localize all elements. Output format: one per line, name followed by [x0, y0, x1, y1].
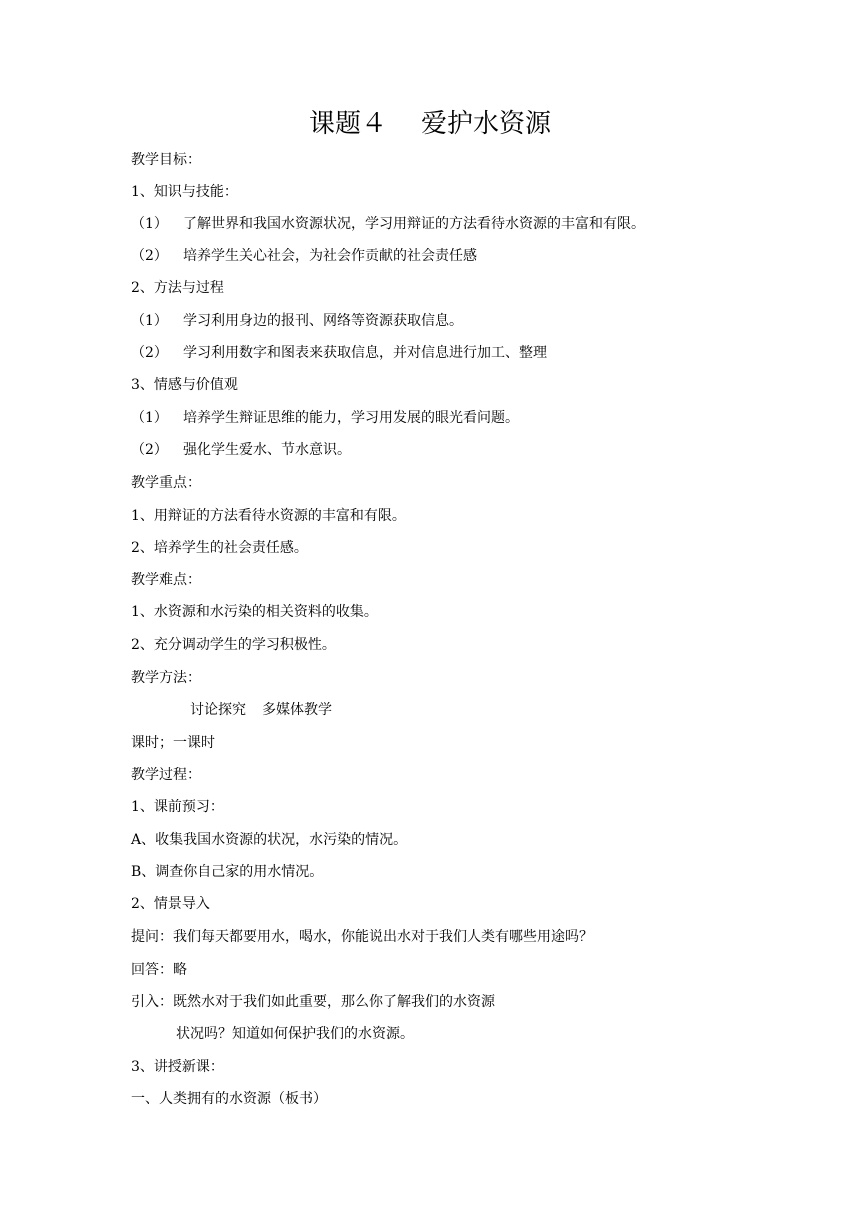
item-text: 培养学生关心社会，为社会作贡献的社会责任感: [183, 248, 477, 264]
list-item: 1、水资源和水污染的相关资料的收集。: [131, 604, 378, 620]
objective-process-heading: 2、方法与过程: [131, 280, 224, 296]
heading-methods: 教学方法：: [131, 670, 201, 686]
section-heading: 一、人类拥有的水资源（板书）: [131, 1091, 327, 1107]
scenario-heading: 2、情景导入: [131, 896, 210, 912]
heading-difficulties: 教学难点：: [131, 572, 201, 588]
method-discussion: 讨论探究: [190, 702, 246, 718]
item-number: （1）: [131, 313, 168, 329]
heading-key-points: 教学重点：: [131, 475, 201, 491]
methods-line: [190, 700, 332, 720]
list-item: [131, 343, 547, 363]
intro-line: 引入：既然水对于我们如此重要，那么你了解我们的水资源: [131, 994, 495, 1010]
method-multimedia: 多媒体教学: [262, 702, 332, 718]
answer-line: 回答：略: [131, 962, 187, 978]
item-text: 培养学生辩证思维的能力，学习用发展的眼光看问题。: [183, 410, 519, 426]
item-text: 强化学生爱水、节水意识。: [183, 442, 351, 458]
item-number: （2）: [131, 345, 168, 361]
item-number: （2）: [131, 442, 168, 458]
objective-knowledge-heading: 1、知识与技能：: [131, 184, 238, 200]
title-lesson-name: 爱护水资源: [421, 109, 552, 139]
list-item: [131, 440, 351, 460]
item-number: （1）: [131, 216, 168, 232]
question-line: 提问：我们每天都要用水，喝水，你能说出水对于我们人类有哪些用途吗？: [131, 929, 593, 945]
list-item: B、调查你自己家的用水情况。: [131, 864, 324, 880]
list-item: [131, 311, 463, 331]
list-item: [131, 246, 477, 266]
class-hours: 课时；一课时: [131, 735, 215, 751]
heading-process: 教学过程：: [131, 767, 201, 783]
item-text: 了解世界和我国水资源状况，学习用辩证的方法看待水资源的丰富和有限。: [183, 216, 645, 232]
preview-heading: 1、课前预习：: [131, 799, 224, 815]
item-number: （2）: [131, 248, 168, 264]
list-item: [131, 214, 645, 234]
item-number: （1）: [131, 410, 168, 426]
intro-line-continued: 状况吗？知道如何保护我们的水资源。: [176, 1026, 414, 1042]
title-lesson-number: 课题４: [308, 109, 387, 139]
list-item: 2、充分调动学生的学习积极性。: [131, 637, 336, 653]
list-item: 1、用辩证的方法看待水资源的丰富和有限。: [131, 508, 406, 524]
item-text: 学习利用身边的报刊、网络等资源获取信息。: [183, 313, 463, 329]
document-title: [0, 103, 860, 140]
new-lesson-heading: 3、讲授新课：: [131, 1059, 224, 1075]
list-item: [131, 408, 519, 428]
list-item: A、收集我国水资源的状况，水污染的情况。: [131, 832, 408, 848]
item-text: 学习利用数字和图表来获取信息，并对信息进行加工、整理: [183, 345, 547, 361]
list-item: 2、培养学生的社会责任感。: [131, 540, 308, 556]
objective-values-heading: 3、情感与价值观: [131, 377, 238, 393]
heading-objectives: 教学目标：: [131, 152, 201, 168]
